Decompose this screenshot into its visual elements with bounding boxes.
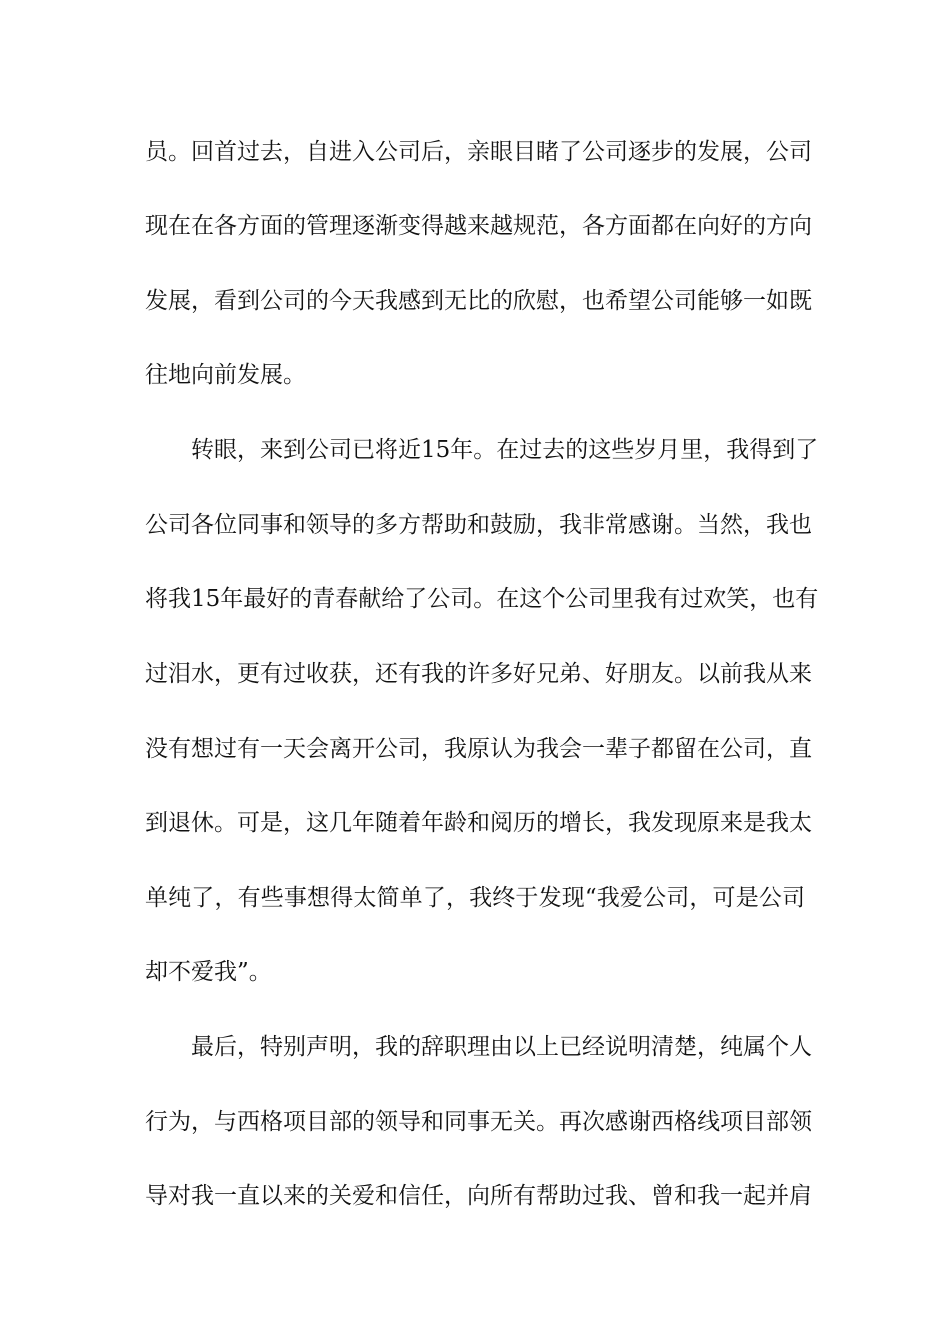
text-line: 现在在各方面的管理逐渐变得越来越规范，各方面都在向好的方向 bbox=[145, 213, 812, 239]
text-line: 导对我一直以来的关爱和信任，向所有帮助过我、曾和我一起并肩 bbox=[145, 1183, 812, 1209]
text-line: 将我15年最好的青春献给了公司。在这个公司里我有过欢笑，也有 bbox=[145, 586, 819, 612]
text-line: 往地向前发展。 bbox=[145, 362, 306, 388]
text-line: 单纯了，有些事想得太简单了，我终于发现“我爱公司，可是公司 bbox=[145, 885, 805, 911]
text-line: 发展，看到公司的今天我感到无比的欣慰，也希望公司能够一如既 bbox=[145, 288, 812, 314]
text-line: 却不爱我”。 bbox=[145, 959, 272, 985]
text-line: 没有想过有一天会离开公司，我原认为我会一辈子都留在公司，直 bbox=[145, 736, 812, 762]
text-line: 到退休。可是，这几年随着年龄和阅历的增长，我发现原来是我太 bbox=[145, 810, 812, 836]
text-line: 过泪水，更有过收获，还有我的许多好兄弟、好朋友。以前我从来 bbox=[145, 661, 812, 687]
paragraph-first-line: 转眼，来到公司已将近15年。在过去的这些岁月里，我得到了 bbox=[191, 437, 819, 463]
text-line: 员。回首过去，自进入公司后，亲眼目睹了公司逐步的发展，公司 bbox=[145, 139, 812, 165]
paragraph-first-line: 最后，特别声明，我的辞职理由以上已经说明清楚，纯属个人 bbox=[191, 1034, 812, 1060]
text-line: 行为，与西格项目部的领导和同事无关。再次感谢西格线项目部领 bbox=[145, 1109, 812, 1135]
text-line: 公司各位同事和领导的多方帮助和鼓励，我非常感谢。当然，我也 bbox=[145, 512, 812, 538]
